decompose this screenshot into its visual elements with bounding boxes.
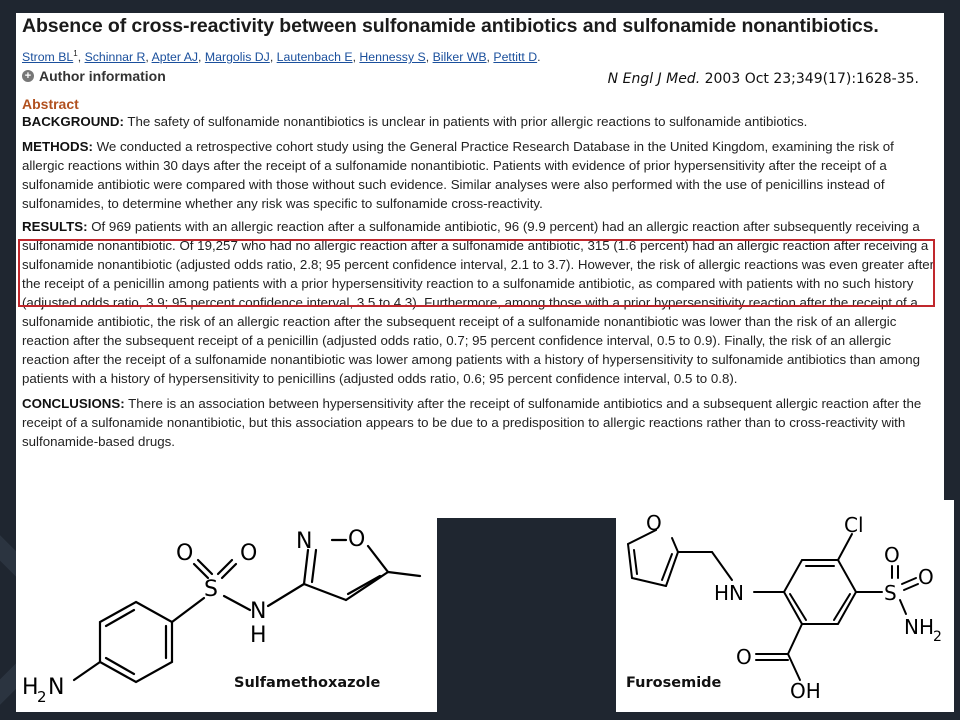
atom-label: O: [646, 511, 662, 535]
author-link[interactable]: Pettitt D: [493, 50, 538, 65]
atom-label: O: [918, 565, 934, 589]
paper-title: Absence of cross-reactivity between sulfonamide antibiotics and sulfonamide nonantibiotics.: [22, 15, 879, 37]
author-sup: 1: [73, 49, 78, 58]
molecule-name: Furosemide: [626, 675, 722, 691]
atom-label: O: [240, 541, 258, 566]
author-link[interactable]: Margolis DJ: [204, 50, 270, 65]
citation: [608, 71, 919, 87]
author-link[interactable]: Bilker WB: [432, 50, 487, 65]
atom-label: O: [736, 645, 752, 669]
journal-name: N Engl J Med.: [607, 71, 701, 87]
results-highlight-box: [18, 239, 935, 307]
author-info-label: Author information: [39, 68, 166, 85]
atom-label: H: [250, 623, 267, 648]
author-link[interactable]: Hennessy S: [359, 50, 426, 65]
atom-label: N: [48, 675, 65, 700]
atom-subscript: 2: [933, 629, 942, 645]
section-text: The safety of sulfonamide nonantibiotics is unclear in patients with prior allergic reactions to sulfonamide antibiotics.: [127, 114, 808, 130]
section-text: There is an association between hypersensitivity after the receipt of sulfonamide antibiotics and a subsequent allergic reaction after the receipt of a sulfonamide nonantibiotic, but this association appears to be due to a predisposition to allergic reactions rather than to cross-reactivity with sulfonamide-based drugs.: [22, 396, 922, 450]
atom-label: N: [250, 599, 267, 624]
section-label: RESULTS:: [22, 219, 88, 235]
section-label: CONCLUSIONS:: [22, 396, 125, 412]
furosemide-panel: [616, 500, 954, 712]
author-link[interactable]: Apter AJ: [151, 50, 199, 65]
sulfamethoxazole-panel: [16, 518, 437, 712]
citation-details: 2003 Oct 23;349(17):1628-35.: [704, 71, 919, 87]
plus-circle-icon: +: [22, 70, 34, 82]
section-text: We conducted a retrospective cohort study using the General Practice Research Database in the United Kingdom, examining the risk of allergic reactions within 30 days after the receipt of a sulfonamide nonantibiotic. Patients with evidence of prior hypersensitivity after the receipt of a sulfonamide antibiotic were compared with those without such evidence. Similar analyses were also performed with the use of penicillins instead of sulfonamides, to determine whether any risk was specific to sulfonamide cross-reactivity.: [22, 139, 894, 212]
section-label: BACKGROUND:: [22, 114, 124, 130]
abstract-screenshot: [16, 13, 944, 518]
author-link[interactable]: Strom BL: [22, 50, 74, 65]
author-list: Strom $BL^1$, Schinnar R, Apter AJ, Margolis DJ, Lautenbach E, Hennessy S, Bilker WB, Pettitt D.: [22, 49, 541, 65]
abstract-heading: Abstract: [22, 96, 79, 113]
section-text: Of 969 patients with an allergic reaction after a sulfonamide antibiotic, 96 (9.9 percent) had an allergic reaction after subsequently receiving a sulfonamide nonantibiotic. Of 19,257 who had no allergic reaction after a sulfonamide antibiotic, 315 (1.6 percent) had an allergic reaction after receiving a sulfonamide nonantibiotic (adjusted odds ratio, 2.8; 95 percent confidence interval, 2.1 to 3.7). However, the risk of allergic reactions was even greater after the receipt of a penicillin among patients with a prior hypersensitivity reaction to a sulfonamide antibiotic, as compared with patients with no such history (adjusted odds ratio, 3.9; 95 percent confidence interval, 3.5 to 4.3). Furthermore, among those with a prior hypersensitivity reaction after the receipt of a sulfonamide antibiotic, the risk of an allergic reaction after the subsequent receipt of a sulfonamide nonantibiotic was lower than the risk of an allergic reaction after the subsequent receipt of a penicillin (adjusted odds ratio, 0.7; 95 percent confidence interval, 0.5 to 0.9). Finally, the risk of an allergic reaction after the receipt of a sulfonamide nonantibiotic was lower among patients with a history of hypersensitivity to sulfonamide antibiotics than among patients with a history of hypersensitivity to penicillins (adjusted odds ratio, 0.6; 95 percent confidence interval, 0.5 to 0.8).: [22, 219, 935, 387]
author-link[interactable]: Lautenbach E: [276, 50, 353, 65]
molecule-name: Sulfamethoxazole: [234, 675, 381, 691]
atom-label: O: [348, 527, 366, 552]
author-link[interactable]: Schinnar R: [84, 50, 146, 65]
section-label: METHODS:: [22, 139, 93, 155]
conclusions-section: [22, 394, 938, 451]
atom-label: O: [884, 543, 900, 567]
background-section: [22, 112, 938, 131]
atom-label: S: [884, 581, 897, 605]
atom-label: OH: [790, 679, 821, 703]
methods-section: [22, 137, 938, 213]
atom-label: HN: [714, 581, 744, 605]
atom-label: S: [204, 577, 218, 602]
atom-label: Cl: [844, 513, 864, 537]
atom-label: N: [296, 529, 313, 554]
atom-label: O: [176, 541, 194, 566]
atom-label: H: [22, 675, 39, 700]
atom-subscript: 2: [37, 688, 47, 706]
atom-label: NH: [904, 615, 934, 639]
